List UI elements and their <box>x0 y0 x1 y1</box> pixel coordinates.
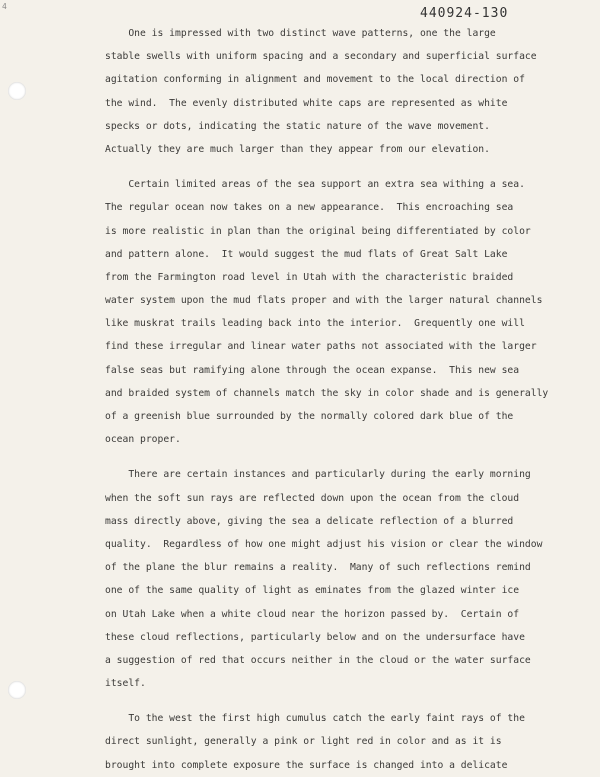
text-line: water system upon the mud flats proper and with the larger natural channels <box>105 295 543 307</box>
text-line: specks or dots, indicating the static nature of the wave movement. <box>105 120 490 132</box>
text-line: of the plane the blur remains a reality. Many of such reflections remind <box>105 562 531 574</box>
text-line: agitation conforming in alignment and movement to the local direction of <box>105 74 525 86</box>
text-line: the wind. The evenly distributed white caps are represented as white <box>105 97 508 109</box>
paragraph <box>105 173 575 451</box>
typed-text <box>105 22 575 777</box>
text-line: these cloud reflections, particularly below and on the undersurface have <box>105 631 525 643</box>
paragraph <box>105 707 575 777</box>
text-line: false seas but ramifying alone through the ocean expanse. This new sea <box>105 364 520 376</box>
text-line: and braided system of channels match the sky in color shade and is generally <box>105 387 549 399</box>
text-line: To the west the first high cumulus catch the early faint rays of the <box>105 713 525 725</box>
text-line: Actually they are much larger than they appear from our elevation. <box>105 143 490 155</box>
binder-hole-top <box>8 82 26 100</box>
corner-mark: 4 <box>2 2 7 11</box>
text-line: itself. <box>105 678 146 690</box>
binder-hole-bottom <box>8 681 26 699</box>
paragraph-gap <box>105 451 575 463</box>
paragraph-gap <box>105 695 575 707</box>
text-line: from the Farmington road level in Utah with the characteristic braided <box>105 271 514 283</box>
text-line: of a greenish blue surrounded by the normally colored dark blue of the <box>105 411 514 422</box>
text-line: mass directly above, giving the sea a delicate reflection of a blurred <box>105 515 514 527</box>
text-line: like muskrat trails leading back into the interior. Grequently one will <box>105 318 525 330</box>
text-line: direct sunlight, generally a pink or light red in color and as it is <box>105 736 502 748</box>
text-line: a suggestion of red that occurs neither in the cloud or the water surface <box>105 654 531 666</box>
text-line: There are certain instances and particularly during the early morning <box>105 469 531 481</box>
text-line: when the soft sun rays are reflected down upon the ocean from the cloud <box>105 492 520 504</box>
text-line: and pattern alone. It would suggest the mud flats of Great Salt Lake <box>105 248 508 260</box>
paragraph-gap <box>105 161 575 173</box>
text-line: quality. Regardless of how one might adjust his vision or clear the window <box>105 538 543 550</box>
text-line: one of the same quality of light as eminates from the glazed winter ice <box>105 585 520 597</box>
text-line: One is impressed with two distinct wave patterns, one the large <box>105 28 496 39</box>
text-line: is more realistic in plan than the original being differentiated by color <box>105 225 531 237</box>
text-line: stable swells with uniform spacing and a secondary and superficial surface <box>105 51 537 63</box>
text-line: The regular ocean now takes on a new appearance. This encroaching sea <box>105 202 514 214</box>
text-line: Certain limited areas of the sea support an extra sea withing a sea. <box>105 179 525 191</box>
paragraph <box>105 22 575 161</box>
text-line: on Utah Lake when a white cloud near the horizon passed by. Certain of <box>105 608 520 620</box>
page-number: 440924-130 <box>420 6 509 21</box>
text-line: ocean proper. <box>105 434 181 446</box>
paragraph <box>105 463 575 695</box>
text-line: find these irregular and linear water paths not associated with the larger <box>105 341 537 353</box>
text-line: brought into complete exposure the surface is changed into a delicate <box>105 759 508 771</box>
